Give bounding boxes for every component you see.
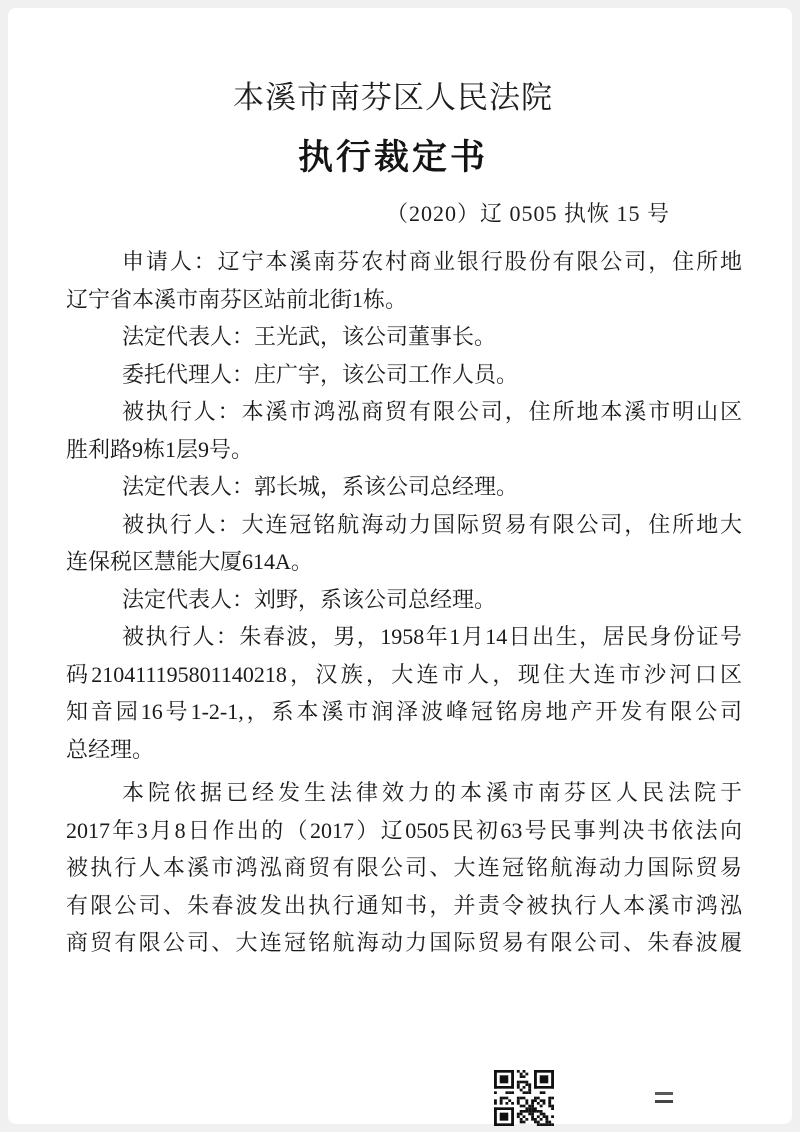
body-line: 辽宁省本溪市南芬区站前北街1栋。: [66, 286, 408, 312]
body-line: 被执行人：朱春波，男，1958年1月14日出生，居民身份证号: [122, 624, 742, 649]
body-line: 码210411195801140218，汉族，大连市人，现住大连市沙河口区: [66, 661, 742, 687]
body-line: 法定代表人：刘野，系该公司总经理。: [122, 586, 497, 612]
equals-mark-icon: [655, 1092, 673, 1103]
body-line: 知音园16号1-2-1,，系本溪市润泽波峰冠铭房地产开发有限公司: [66, 699, 742, 724]
body-line: 被执行人：大连冠铭航海动力国际贸易有限公司，住所地大: [122, 511, 742, 537]
body-line: 法定代表人：王光武，该公司董事长。: [122, 324, 497, 349]
body-line: 有限公司、朱春波发出执行通知书，并责令被执行人本溪市鸿泓: [66, 892, 742, 918]
body-line: 2017年3月8日作出的（2017）辽0505民初63号民事判决书依法向: [66, 817, 742, 843]
body-line: 被执行人：本溪市鸿泓商贸有限公司，住所地本溪市明山区: [122, 399, 742, 424]
body-line: 总经理。: [66, 736, 155, 762]
document-title: 执行裁定书: [297, 138, 488, 177]
case-number: （2020）辽 0505 执恢 15 号: [385, 201, 670, 226]
body-line: 胜利路9栋1层9号。: [66, 436, 254, 462]
body-line: 商贸有限公司、大连冠铭航海动力国际贸易有限公司、朱春波履: [66, 930, 742, 955]
document-page: [8, 8, 792, 1124]
body-line: 被执行人本溪市鸿泓商贸有限公司、大连冠铭航海动力国际贸易: [66, 855, 742, 880]
body-line: 本院依据已经发生法律效力的本溪市南芬区人民法院于: [122, 780, 742, 805]
document-body: [66, 243, 742, 962]
qr-code-icon: [494, 1070, 554, 1126]
court-name: 本溪市南芬区人民法院: [233, 80, 553, 115]
equals-bar: [655, 1092, 673, 1095]
body-line: 申请人：辽宁本溪南芬农村商业银行股份有限公司，住所地: [122, 249, 742, 274]
body-line: 委托代理人：庄广宇，该公司工作人员。: [122, 361, 519, 387]
equals-bar: [655, 1100, 673, 1103]
body-line: 连保税区慧能大厦614A。: [66, 549, 313, 574]
body-line: 法定代表人：郭长城，系该公司总经理。: [122, 474, 519, 499]
